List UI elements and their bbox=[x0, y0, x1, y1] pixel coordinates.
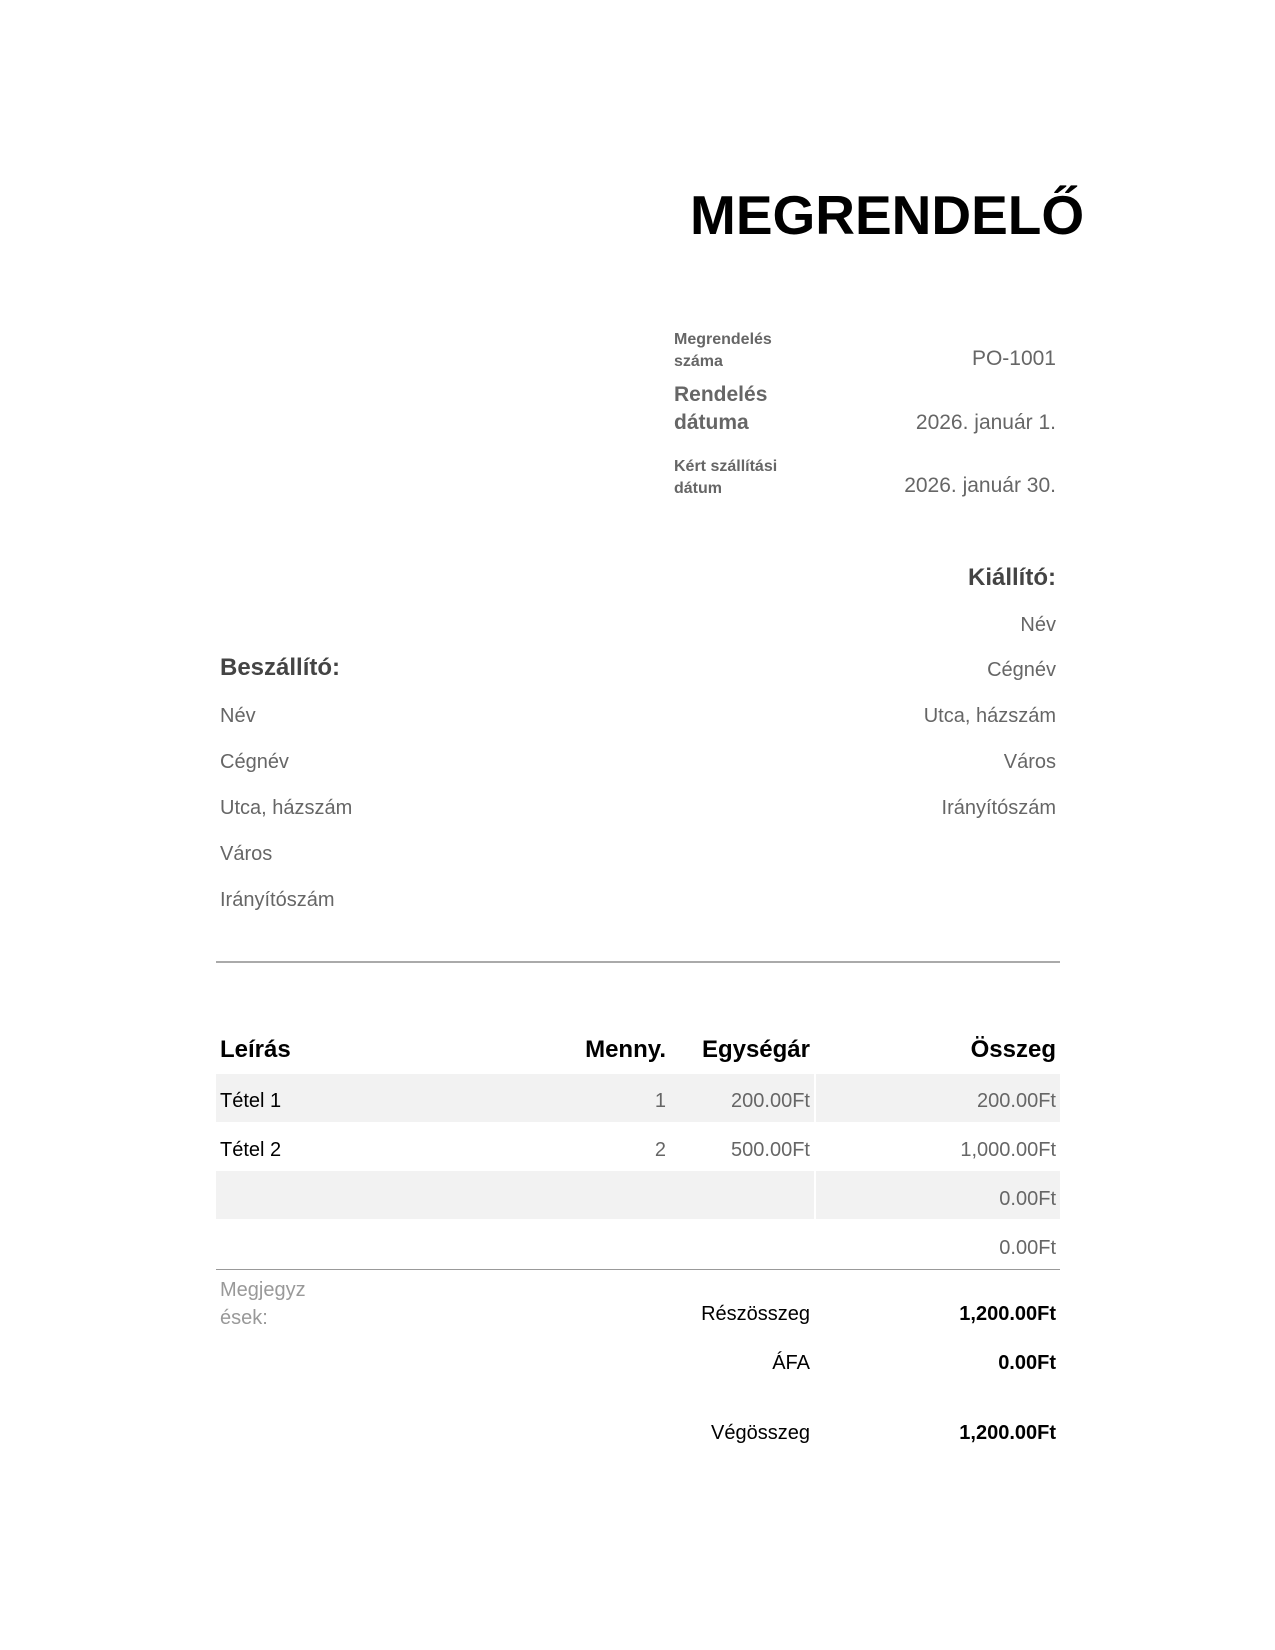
issuer-company: Cégnév bbox=[987, 659, 1056, 681]
row1-unit-price: 200.00Ft bbox=[731, 1090, 810, 1112]
issuer-heading: Kiállító: bbox=[968, 564, 1056, 591]
supplier-city: Város bbox=[220, 843, 273, 865]
subtotal-label: Részösszeg bbox=[701, 1303, 810, 1325]
row1-description: Tétel 1 bbox=[220, 1090, 282, 1112]
order-date-value: 2026. január 1. bbox=[915, 411, 1056, 434]
row1-qty: 1 bbox=[654, 1090, 666, 1112]
table-row-bg bbox=[216, 1171, 1060, 1219]
tax-value: 0.00Ft bbox=[998, 1352, 1056, 1374]
delivery-date-value: 2026. január 30. bbox=[904, 474, 1056, 497]
delivery-date-label: Kért szállítási dátum bbox=[674, 458, 778, 497]
supplier-heading: Beszállító: bbox=[220, 654, 341, 681]
col-header-description: Leírás bbox=[220, 1036, 291, 1063]
notes-label: Megjegyzések: bbox=[220, 1279, 306, 1329]
issuer-city: Város bbox=[1003, 751, 1056, 773]
row2-unit-price: 500.00Ft bbox=[731, 1139, 810, 1161]
po-number-value: PO-1001 bbox=[971, 347, 1056, 370]
table-row-bg bbox=[216, 1074, 1060, 1122]
row1-amount: 200.00Ft bbox=[977, 1090, 1056, 1112]
col-header-unit-price: Egységár bbox=[701, 1036, 810, 1063]
order-date-label: Rendelés dátuma bbox=[674, 383, 768, 434]
total-label: Végösszeg bbox=[711, 1422, 810, 1444]
issuer-street: Utca, házszám bbox=[923, 705, 1056, 727]
tax-label: ÁFA bbox=[772, 1352, 810, 1374]
section-divider bbox=[216, 961, 1060, 963]
supplier-name: Név bbox=[220, 705, 256, 727]
row3-amount: 0.00Ft bbox=[999, 1188, 1056, 1210]
row4-amount: 0.00Ft bbox=[999, 1237, 1056, 1259]
row2-amount: 1,000.00Ft bbox=[960, 1139, 1056, 1161]
subtotal-value: 1,200.00Ft bbox=[959, 1303, 1056, 1325]
document-title: MEGRENDELŐ bbox=[690, 184, 1085, 246]
issuer-name: Név bbox=[1020, 614, 1056, 636]
col-header-qty: Menny. bbox=[585, 1036, 666, 1063]
col-header-amount: Összeg bbox=[970, 1036, 1056, 1063]
supplier-zip: Irányítószám bbox=[220, 889, 335, 911]
issuer-zip: Irányítószám bbox=[941, 797, 1056, 819]
po-number-label: Megrendelés száma bbox=[674, 331, 772, 370]
supplier-company: Cégnév bbox=[220, 751, 289, 773]
total-value: 1,200.00Ft bbox=[959, 1422, 1056, 1444]
row2-qty: 2 bbox=[654, 1139, 666, 1161]
supplier-street: Utca, házszám bbox=[220, 797, 353, 819]
table-bottom-divider bbox=[216, 1269, 1060, 1270]
row2-description: Tétel 2 bbox=[220, 1139, 282, 1161]
